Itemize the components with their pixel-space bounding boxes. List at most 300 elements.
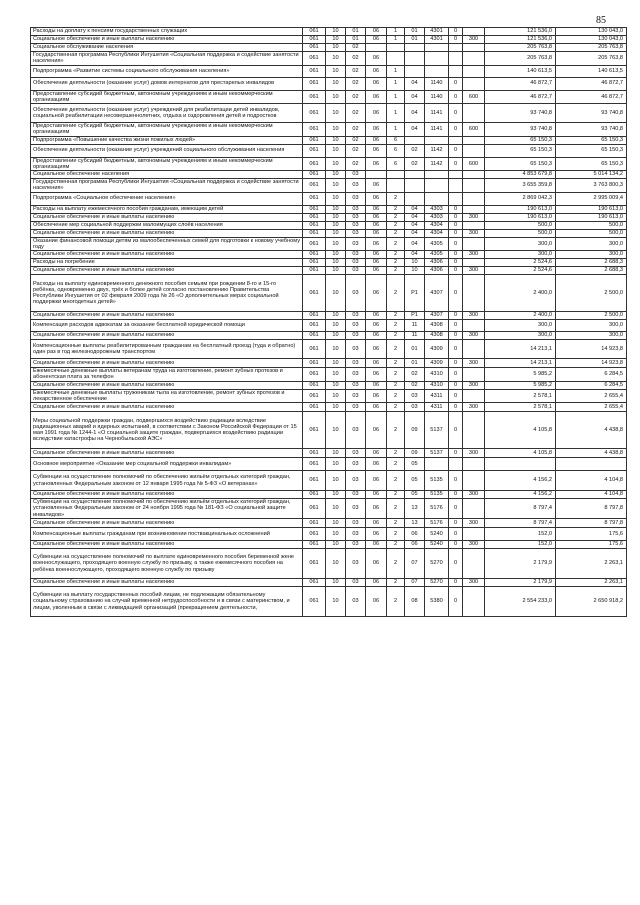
code-subsection: 02 (346, 136, 366, 144)
amount-year-2: 2 263,1 (556, 579, 627, 587)
row-name: Субвенции на осуществление полномочий по обеспечению жильём отдельных категорий граждан, установленных Федеральным законом от 24 ноября 1995 года № 181-ФЗ «О социальной защите инвалидов» (31, 499, 303, 519)
code-subsection: 02 (346, 90, 366, 104)
code-subsection: 02 (346, 44, 366, 52)
amount-year-2: 93 740,8 (556, 104, 627, 123)
code-subsection: 03 (346, 458, 366, 471)
code-direction: 5270 (425, 579, 449, 587)
code-subprogram (387, 52, 405, 66)
amount-year-1: 2 400,0 (485, 312, 556, 320)
code-gov: 061 (303, 381, 326, 389)
table-row (31, 267, 627, 275)
code-expense-type (463, 458, 485, 471)
code-program: 06 (366, 549, 387, 579)
code-subprogram: 2 (387, 359, 405, 368)
amount-year-1: 4 156,2 (485, 491, 556, 499)
code-section: 10 (326, 519, 346, 528)
code-program: 06 (366, 123, 387, 137)
amount-year-2: 14 923,8 (556, 340, 627, 359)
code-gov: 061 (303, 491, 326, 499)
code-event: 05 (405, 458, 425, 471)
code-expense-type (463, 179, 485, 193)
code-subprogram: 2 (387, 229, 405, 237)
table-row (31, 52, 627, 66)
code-target: 0 (449, 237, 463, 251)
code-program: 06 (366, 205, 387, 213)
code-gov: 061 (303, 549, 326, 579)
table-row (31, 359, 627, 368)
row-name: Предоставление субсидий бюджетным, автономным учреждениям и иным некоммерческим организациям (31, 157, 303, 171)
code-event (405, 192, 425, 205)
code-gov: 061 (303, 205, 326, 213)
code-expense-type: 600 (463, 90, 485, 104)
code-subsection: 03 (346, 381, 366, 389)
code-section: 10 (326, 157, 346, 171)
code-program (366, 171, 387, 179)
code-program: 06 (366, 192, 387, 205)
code-target: 0 (449, 491, 463, 499)
code-expense-type (463, 412, 485, 449)
amount-year-1: 152,0 (485, 528, 556, 541)
code-event: 02 (405, 157, 425, 171)
code-subprogram: 2 (387, 549, 405, 579)
code-target: 0 (449, 587, 463, 617)
code-target: 0 (449, 213, 463, 221)
code-subsection: 03 (346, 251, 366, 259)
code-gov: 061 (303, 28, 326, 36)
code-target: 0 (449, 36, 463, 44)
code-gov: 061 (303, 65, 326, 77)
code-expense-type (463, 136, 485, 144)
code-expense-type: 300 (463, 491, 485, 499)
amount-year-2: 8 797,8 (556, 519, 627, 528)
code-gov: 061 (303, 123, 326, 137)
code-gov: 061 (303, 275, 326, 312)
code-target: 0 (449, 519, 463, 528)
code-program: 06 (366, 136, 387, 144)
code-target (449, 65, 463, 77)
code-program: 06 (366, 52, 387, 66)
code-event: 13 (405, 519, 425, 528)
amount-year-1: 121 536,0 (485, 36, 556, 44)
row-name: Социальное обеспечение и иные выплаты населению (31, 449, 303, 458)
code-section: 10 (326, 104, 346, 123)
code-gov: 061 (303, 229, 326, 237)
code-subsection: 02 (346, 104, 366, 123)
code-target: 0 (449, 221, 463, 229)
code-gov: 061 (303, 171, 326, 179)
code-target: 0 (449, 320, 463, 332)
code-gov: 061 (303, 499, 326, 519)
code-gov: 061 (303, 136, 326, 144)
code-target: 0 (449, 332, 463, 340)
code-direction: 5270 (425, 549, 449, 579)
code-gov: 061 (303, 179, 326, 193)
code-subprogram: 1 (387, 123, 405, 137)
code-section: 10 (326, 52, 346, 66)
code-subprogram: 2 (387, 267, 405, 275)
code-subprogram: 2 (387, 312, 405, 320)
code-program: 06 (366, 77, 387, 90)
amount-year-2: 300,0 (556, 320, 627, 332)
amount-year-2: 2 500,0 (556, 275, 627, 312)
code-target: 0 (449, 251, 463, 259)
code-target (449, 136, 463, 144)
code-event: 01 (405, 359, 425, 368)
code-subprogram: 2 (387, 237, 405, 251)
row-name: Государственная программа Республики Ингушетия «Социальная поддержка и содействие занятости населения» (31, 179, 303, 193)
code-program: 06 (366, 320, 387, 332)
table-row (31, 28, 627, 36)
code-gov: 061 (303, 44, 326, 52)
table-row (31, 381, 627, 389)
code-direction: 4309 (425, 340, 449, 359)
code-direction (425, 458, 449, 471)
code-gov: 061 (303, 213, 326, 221)
table-row (31, 213, 627, 221)
code-program: 06 (366, 359, 387, 368)
amount-year-2: 205 763,8 (556, 44, 627, 52)
code-section: 10 (326, 136, 346, 144)
code-event: 04 (405, 205, 425, 213)
code-subprogram: 2 (387, 412, 405, 449)
amount-year-1: 4 105,8 (485, 449, 556, 458)
row-name: Расходы на выплату единовременного денежного пособия семьям при рождении 8-го и 15-го ребёнка, одновременно двух, трёх и более детей согласно постановлению Правительства Республики Ингушетия от 02 февраля 2009 года № 26 «О дополнительных мерах социальной поддержки многодетных детей» (31, 275, 303, 312)
code-target: 0 (449, 123, 463, 137)
code-subprogram: 2 (387, 403, 405, 412)
table-row (31, 136, 627, 144)
code-direction: 5176 (425, 519, 449, 528)
code-event: 02 (405, 368, 425, 382)
code-expense-type: 300 (463, 312, 485, 320)
code-section: 10 (326, 381, 346, 389)
code-subsection: 03 (346, 541, 366, 549)
table-row (31, 229, 627, 237)
code-expense-type (463, 320, 485, 332)
table-row (31, 449, 627, 458)
row-name: Расходы на выплату ежемесячного пособия гражданам, имеющим детей (31, 205, 303, 213)
code-target: 0 (449, 549, 463, 579)
amount-year-2: 205 763,8 (556, 52, 627, 66)
code-direction: 4306 (425, 259, 449, 267)
code-subprogram: 2 (387, 528, 405, 541)
code-expense-type: 300 (463, 541, 485, 549)
code-event: 04 (405, 90, 425, 104)
table-row (31, 77, 627, 90)
code-event: 13 (405, 499, 425, 519)
amount-year-1: 65 150,3 (485, 157, 556, 171)
code-program: 06 (366, 104, 387, 123)
row-name: Компенсационные выплаты гражданам при возникновении поствакцинальных осложнений (31, 528, 303, 541)
code-section: 10 (326, 259, 346, 267)
row-name: Компенсация расходов адвокатам за оказание бесплатной юридической помощи (31, 320, 303, 332)
amount-year-1: 152,0 (485, 541, 556, 549)
amount-year-2: 2 688,3 (556, 267, 627, 275)
code-program: 06 (366, 90, 387, 104)
code-expense-type (463, 104, 485, 123)
amount-year-2: 500,0 (556, 221, 627, 229)
code-event: 04 (405, 213, 425, 221)
code-subprogram: 2 (387, 491, 405, 499)
code-program: 06 (366, 251, 387, 259)
table-body (31, 28, 627, 617)
code-subsection: 03 (346, 179, 366, 193)
table-row (31, 123, 627, 137)
code-direction (425, 179, 449, 193)
table-row (31, 519, 627, 528)
code-expense-type (463, 340, 485, 359)
table-row (31, 36, 627, 44)
code-section: 10 (326, 499, 346, 519)
table-row (31, 528, 627, 541)
row-name: Подпрограмма «Развитие системы социального обслуживания населения» (31, 65, 303, 77)
code-program: 06 (366, 412, 387, 449)
code-program: 06 (366, 179, 387, 193)
code-section: 10 (326, 229, 346, 237)
code-program: 06 (366, 229, 387, 237)
code-target (449, 44, 463, 52)
code-section: 10 (326, 28, 346, 36)
code-event (405, 65, 425, 77)
amount-year-1: 5 985,2 (485, 368, 556, 382)
code-direction: 5240 (425, 528, 449, 541)
code-program: 06 (366, 368, 387, 382)
code-program (366, 44, 387, 52)
code-program: 06 (366, 312, 387, 320)
code-subprogram: 1 (387, 77, 405, 90)
row-name: Социальное обеспечение населения (31, 171, 303, 179)
amount-year-1: 2 578,1 (485, 403, 556, 412)
code-expense-type: 300 (463, 36, 485, 44)
table-row (31, 251, 627, 259)
code-subsection: 03 (346, 519, 366, 528)
code-section: 10 (326, 332, 346, 340)
amount-year-2: 2 995 009,4 (556, 192, 627, 205)
code-target: 0 (449, 449, 463, 458)
code-section: 10 (326, 449, 346, 458)
code-event: 07 (405, 549, 425, 579)
code-direction: 1142 (425, 144, 449, 157)
amount-year-1: 2 578,1 (485, 389, 556, 403)
code-event: 11 (405, 320, 425, 332)
code-direction: 4306 (425, 267, 449, 275)
code-expense-type (463, 368, 485, 382)
code-subprogram (387, 44, 405, 52)
code-expense-type (463, 65, 485, 77)
code-section: 10 (326, 275, 346, 312)
row-name: Государственная программа Республики Ингушетия «Социальная поддержка и содействие занятости населения» (31, 52, 303, 66)
code-direction: 4301 (425, 28, 449, 36)
amount-year-2: 46 872,7 (556, 90, 627, 104)
code-event: 04 (405, 77, 425, 90)
code-expense-type (463, 275, 485, 312)
code-subsection: 03 (346, 403, 366, 412)
code-gov: 061 (303, 320, 326, 332)
code-target: 0 (449, 499, 463, 519)
code-subsection: 03 (346, 275, 366, 312)
code-gov: 061 (303, 144, 326, 157)
code-program: 06 (366, 28, 387, 36)
code-expense-type: 300 (463, 403, 485, 412)
code-subprogram: 6 (387, 136, 405, 144)
code-section: 10 (326, 192, 346, 205)
code-subprogram: 2 (387, 340, 405, 359)
code-subsection: 03 (346, 229, 366, 237)
code-target (449, 179, 463, 193)
code-direction: 1141 (425, 123, 449, 137)
code-direction (425, 192, 449, 205)
amount-year-2: 93 740,8 (556, 123, 627, 137)
amount-year-2: 65 150,3 (556, 136, 627, 144)
code-direction: 1140 (425, 90, 449, 104)
code-expense-type (463, 237, 485, 251)
amount-year-1: 8 797,4 (485, 499, 556, 519)
amount-year-2: 2 263,1 (556, 549, 627, 579)
row-name: Предоставление субсидий бюджетным, автономным учреждениям и иным некоммерческим организациям (31, 90, 303, 104)
code-subsection: 03 (346, 579, 366, 587)
code-section: 10 (326, 213, 346, 221)
amount-year-1: 2 179,9 (485, 549, 556, 579)
code-direction: 4308 (425, 320, 449, 332)
code-gov: 061 (303, 368, 326, 382)
code-direction: 4307 (425, 312, 449, 320)
code-target: 0 (449, 90, 463, 104)
row-name: Социальное обеспечение и иные выплаты населению (31, 267, 303, 275)
amount-year-2: 190 613,0 (556, 205, 627, 213)
code-subprogram: 2 (387, 499, 405, 519)
code-expense-type (463, 171, 485, 179)
code-event: 05 (405, 491, 425, 499)
table-row (31, 340, 627, 359)
row-name: Социальное обеспечение и иные выплаты населению (31, 229, 303, 237)
code-target: 0 (449, 312, 463, 320)
code-section: 10 (326, 312, 346, 320)
amount-year-1: 65 150,3 (485, 136, 556, 144)
code-program: 06 (366, 332, 387, 340)
row-name: Социальное обеспечение и иные выплаты населению (31, 213, 303, 221)
code-target: 0 (449, 77, 463, 90)
code-expense-type (463, 77, 485, 90)
code-gov: 061 (303, 471, 326, 491)
code-direction: 4311 (425, 403, 449, 412)
code-target: 0 (449, 157, 463, 171)
amount-year-2: 65 150,3 (556, 144, 627, 157)
code-subsection: 03 (346, 192, 366, 205)
code-expense-type (463, 221, 485, 229)
code-subsection: 01 (346, 36, 366, 44)
code-target: 0 (449, 541, 463, 549)
code-gov: 061 (303, 340, 326, 359)
code-gov: 061 (303, 449, 326, 458)
table-row (31, 144, 627, 157)
code-program: 06 (366, 541, 387, 549)
amount-year-2: 65 150,3 (556, 157, 627, 171)
code-direction: 5176 (425, 499, 449, 519)
code-program: 06 (366, 221, 387, 229)
code-event: Р1 (405, 275, 425, 312)
code-gov: 061 (303, 221, 326, 229)
amount-year-2: 6 284,5 (556, 381, 627, 389)
code-direction: 5135 (425, 491, 449, 499)
code-expense-type: 600 (463, 123, 485, 137)
code-expense-type (463, 549, 485, 579)
amount-year-1: 2 554 233,0 (485, 587, 556, 617)
row-name: Оказание финансовой помощи детям из малообеспеченных семей для подготовки к новому учебному году (31, 237, 303, 251)
code-event: 06 (405, 541, 425, 549)
code-section: 10 (326, 528, 346, 541)
code-gov: 061 (303, 104, 326, 123)
amount-year-1: 2 869 042,3 (485, 192, 556, 205)
amount-year-1: 300,0 (485, 251, 556, 259)
code-subsection: 03 (346, 320, 366, 332)
amount-year-1: 300,0 (485, 237, 556, 251)
code-subsection: 03 (346, 312, 366, 320)
table-row (31, 312, 627, 320)
code-section: 10 (326, 340, 346, 359)
code-section: 10 (326, 65, 346, 77)
code-program: 06 (366, 491, 387, 499)
code-subprogram: 2 (387, 275, 405, 312)
amount-year-1: 2 524,6 (485, 267, 556, 275)
code-program: 06 (366, 449, 387, 458)
code-subprogram: 2 (387, 587, 405, 617)
code-section: 10 (326, 171, 346, 179)
code-section: 10 (326, 205, 346, 213)
row-name: Социальное обеспечение и иные выплаты населению (31, 403, 303, 412)
code-subprogram (387, 171, 405, 179)
code-event: 02 (405, 381, 425, 389)
code-program: 06 (366, 587, 387, 617)
code-section: 10 (326, 549, 346, 579)
code-subprogram: 2 (387, 251, 405, 259)
code-expense-type (463, 499, 485, 519)
row-name: Социальное обеспечение и иные выплаты населению (31, 251, 303, 259)
code-program: 06 (366, 65, 387, 77)
code-subprogram (387, 179, 405, 193)
code-target (449, 171, 463, 179)
row-name: Расходы на погребение (31, 259, 303, 267)
code-subsection: 03 (346, 359, 366, 368)
code-gov: 061 (303, 312, 326, 320)
row-name: Меры социальной поддержки граждан, подвергшихся воздействию радиации вследствие радиационных аварий и ядерных испытаний, в соответствии с Законом Российской Федерации от 15 мая 1991 года № 1244-1 «О социальной защите граждан, подвергшихся воздействию радиации вследствие катастрофы на Чернобыльской АЭС» (31, 412, 303, 449)
row-name: Социальное обеспечение и иные выплаты населению (31, 491, 303, 499)
code-gov: 061 (303, 251, 326, 259)
row-name: Социальное обеспечение и иные выплаты населению (31, 359, 303, 368)
row-name: Социальное обеспечение и иные выплаты населению (31, 519, 303, 528)
code-subsection: 03 (346, 267, 366, 275)
code-program: 06 (366, 213, 387, 221)
code-direction: 4304 (425, 221, 449, 229)
amount-year-1: 93 740,8 (485, 123, 556, 137)
amount-year-1: 14 213,1 (485, 359, 556, 368)
code-event: 02 (405, 144, 425, 157)
code-event: 03 (405, 389, 425, 403)
code-section: 10 (326, 123, 346, 137)
amount-year-2 (556, 458, 627, 471)
code-direction (425, 52, 449, 66)
code-subprogram: 2 (387, 213, 405, 221)
code-subsection: 03 (346, 205, 366, 213)
amount-year-2: 500,0 (556, 229, 627, 237)
budget-table (30, 27, 627, 617)
amount-year-1: 140 613,5 (485, 65, 556, 77)
table-row (31, 412, 627, 449)
code-direction: 5240 (425, 541, 449, 549)
code-gov: 061 (303, 77, 326, 90)
code-gov: 061 (303, 587, 326, 617)
code-target: 0 (449, 528, 463, 541)
amount-year-1: 3 655 359,8 (485, 179, 556, 193)
code-subsection: 03 (346, 449, 366, 458)
